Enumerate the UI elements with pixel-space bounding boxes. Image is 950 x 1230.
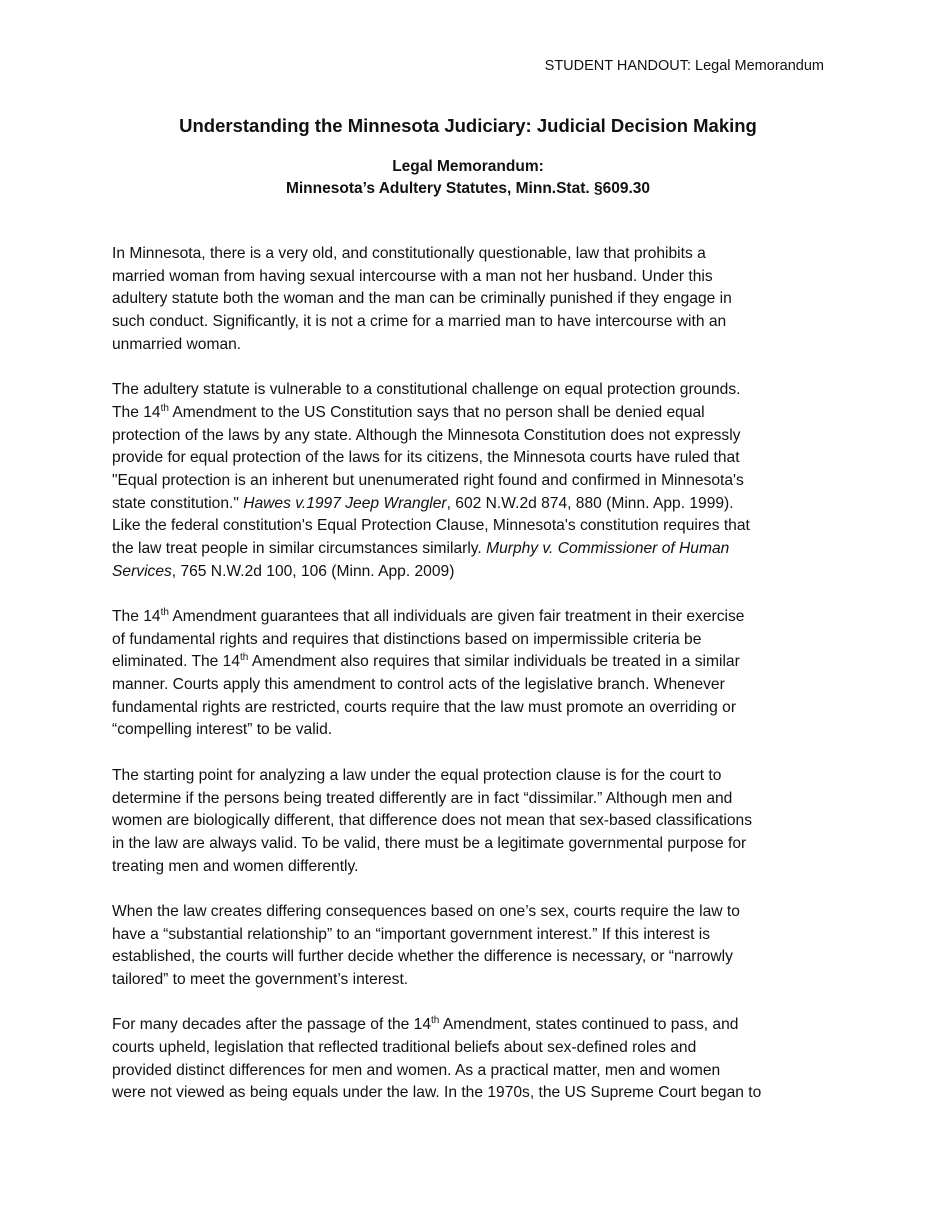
text-line: The starting point for analyzing a law under the equal protection clause is for the court to bbox=[112, 766, 722, 784]
memo-label: Legal Memorandum: bbox=[392, 158, 544, 175]
superscript: th bbox=[240, 652, 249, 664]
superscript: th bbox=[160, 402, 169, 414]
text-line: adultery statute both the woman and the man can be criminally punished if they engage in bbox=[112, 290, 732, 308]
superscript: th bbox=[431, 1015, 440, 1027]
text-line: established, the courts will further decide whether the difference is necessary, or “narrowly bbox=[112, 948, 733, 966]
text-line: such conduct. Significantly, it is not a crime for a married man to have intercourse with an bbox=[112, 313, 727, 331]
text-line: The adultery statute is vulnerable to a constitutional challenge on equal protection grounds. bbox=[112, 381, 741, 399]
text-line: manner. Courts apply this amendment to control acts of the legislative branch. Whenever bbox=[112, 676, 725, 694]
text-line: In Minnesota, there is a very old, and constitutionally questionable, law that prohibits a bbox=[112, 245, 706, 262]
text-line: “compelling interest” to be valid. bbox=[112, 721, 333, 739]
text-line: The 14th Amendment guarantees that all individuals are given fair treatment in their exercise bbox=[112, 607, 745, 625]
text-line: of fundamental rights and requires that distinctions based on impermissible criteria be bbox=[112, 630, 702, 648]
paragraph-gap bbox=[112, 356, 824, 379]
text-line: courts upheld, legislation that reflected traditional beliefs about sex-defined roles and bbox=[112, 1039, 697, 1057]
case-citation: Murphy v. Commissioner of Human bbox=[486, 539, 730, 557]
text-line: state constitution." Hawes v.1997 Jeep Wrangler, 602 N.W.2d 874, 880 (Minn. App. 1999). bbox=[112, 494, 734, 512]
case-citation: Hawes v.1997 Jeep Wrangler bbox=[243, 494, 447, 512]
text-line: For many decades after the passage of the 14th Amendment, states continued to pass, and bbox=[112, 1015, 739, 1034]
text-line: the law treat people in similar circumstances similarly. Murphy v. Commissioner of Human bbox=[112, 539, 730, 557]
memo-subject: Minnesota’s Adultery Statutes, Minn.Stat. §609.30 bbox=[285, 180, 651, 197]
paragraph bbox=[112, 765, 824, 878]
text-line: provide for equal protection of the laws for its citizens, the Minnesota courts have ruled that bbox=[112, 449, 740, 467]
paragraph-gap bbox=[112, 878, 824, 901]
text-line: When the law creates differing consequences based on one’s sex, courts require the law to bbox=[112, 902, 740, 920]
text-line: provided distinct differences for men and women. As a practical matter, men and women bbox=[112, 1061, 721, 1079]
superscript: th bbox=[160, 607, 169, 618]
document-title: Understanding the Minnesota Judiciary: Judicial Decision Making bbox=[179, 115, 757, 136]
text-line: women are biologically different, that difference does not mean that sex-based classifications bbox=[112, 812, 752, 830]
text-line: in the law are always valid. To be valid, there must be a legitimate governmental purpose for bbox=[112, 834, 747, 852]
text-line: determine if the persons being treated differently are in fact “dissimilar.” Although men and bbox=[112, 789, 733, 807]
paragraph-gap bbox=[112, 583, 824, 606]
paragraph bbox=[112, 606, 824, 742]
text-line: fundamental rights are restricted, courts require that the law must promote an overriding or bbox=[112, 698, 737, 716]
case-citation: Services bbox=[112, 562, 172, 580]
text-line: Services, 765 N.W.2d 100, 106 (Minn. App. 2009) bbox=[112, 562, 455, 580]
paragraph bbox=[112, 1014, 824, 1105]
text-line: tailored” to meet the government’s interest. bbox=[112, 971, 409, 988]
text-line: married woman from having sexual intercourse with a man not her husband. Under this bbox=[112, 267, 713, 285]
text-line: treating men and women differently. bbox=[112, 857, 359, 875]
text-line: "Equal protection is an inherent but unenumerated right found and confirmed in Minnesota's bbox=[112, 471, 744, 489]
paragraph bbox=[112, 901, 824, 992]
paragraph-gap bbox=[112, 742, 824, 765]
handout-header: STUDENT HANDOUT: Legal Memorandum bbox=[544, 58, 824, 74]
text-line: have a “substantial relationship” to an “important government interest.” If this interest is bbox=[112, 925, 711, 943]
memo-body bbox=[112, 243, 824, 1105]
text-line: unmarried woman. bbox=[112, 335, 242, 353]
text-line: Like the federal constitution's Equal Protection Clause, Minnesota's constitution requires that bbox=[112, 517, 750, 535]
text-line: The 14th Amendment to the US Constitution says that no person shall be denied equal bbox=[112, 402, 705, 421]
paragraph-gap bbox=[112, 992, 824, 1015]
text-line: eliminated. The 14th Amendment also requires that similar individuals be treated in a similar bbox=[112, 652, 740, 671]
paragraph bbox=[112, 243, 824, 356]
text-line: were not viewed as being equals under the law. In the 1970s, the US Supreme Court began to bbox=[112, 1084, 762, 1102]
text-line: protection of the laws by any state. Although the Minnesota Constitution does not expressly bbox=[112, 426, 741, 444]
paragraph bbox=[112, 379, 824, 583]
